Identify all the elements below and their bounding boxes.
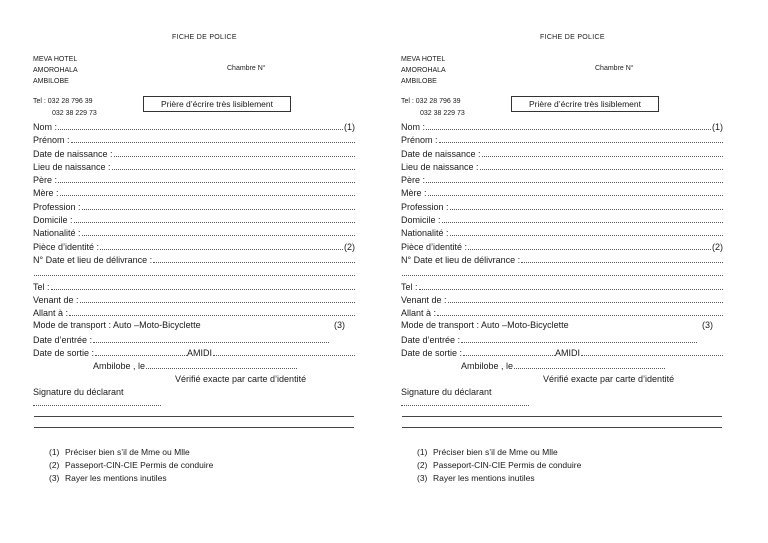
field-label: Ambilobe , le	[461, 361, 514, 372]
divider-line	[402, 427, 722, 428]
field-date-entree[interactable]	[33, 333, 355, 346]
fill-line[interactable]	[58, 120, 343, 130]
field-ambilobe-date[interactable]	[401, 359, 723, 372]
police-form-left	[32, 0, 362, 543]
field-venant[interactable]	[401, 293, 723, 306]
field-label: Mode de transport : Auto –Moto-Bicyclette	[401, 320, 569, 331]
hotel-city: AMBILOBE	[33, 78, 69, 85]
field-nom[interactable]	[33, 120, 355, 133]
field-tel[interactable]	[33, 280, 355, 293]
field-label: N° Date et lieu de délivrance :	[401, 254, 521, 265]
fill-line[interactable]	[114, 147, 355, 157]
field-allant[interactable]	[401, 306, 723, 319]
field-label: Ambilobe , le	[93, 361, 146, 372]
field-label: Date d’entrée :	[401, 334, 461, 345]
form-fields	[33, 120, 355, 399]
field-label: Domicile :	[33, 215, 73, 226]
fill-line[interactable]	[213, 346, 355, 356]
verified-note: Vérifié exacte par carte d’identité	[543, 373, 675, 384]
field-label: Nom :	[401, 122, 426, 132]
signature-label: Signature du déclarant	[33, 386, 124, 397]
field-lieu-naissance[interactable]	[33, 160, 355, 173]
footnotes	[417, 446, 581, 485]
field-label: Père :	[401, 175, 426, 186]
hotel-phone-2: 032 38 229 73	[420, 110, 465, 117]
field-delivrance[interactable]	[401, 253, 723, 266]
field-label: Date d’entrée :	[33, 334, 93, 345]
field-label: Père :	[33, 175, 58, 186]
field-label: Mère :	[33, 188, 59, 199]
fill-line[interactable]	[442, 213, 723, 223]
field-label: Domicile :	[401, 215, 441, 226]
field-suffix: AMIDI	[187, 348, 213, 359]
field-piece-identite[interactable]	[401, 240, 723, 253]
room-number-label: Chambre N°	[595, 65, 634, 72]
field-piece-identite[interactable]	[33, 240, 355, 253]
field-venant[interactable]	[33, 293, 355, 306]
footnote-2: (2) Passeport-CIN-CIE Permis de conduire	[49, 460, 214, 470]
fill-line[interactable]	[112, 160, 355, 170]
field-label: Date de naissance :	[401, 148, 481, 159]
field-profession[interactable]	[33, 200, 355, 213]
hotel-city: AMBILOBE	[401, 78, 437, 85]
fill-line[interactable]	[448, 293, 723, 303]
fill-line[interactable]	[71, 133, 355, 143]
field-label: Prénom :	[401, 135, 438, 146]
fill-line[interactable]	[521, 253, 723, 263]
fill-line[interactable]	[419, 280, 723, 290]
footnote-1: (1) Préciser bien s’il de Mme ou Mlle	[49, 447, 190, 457]
verified-note: Vérifié exacte par carte d’identité	[175, 373, 307, 384]
signature-line[interactable]	[401, 404, 529, 406]
field-label: Pièce d’identité :	[401, 241, 468, 252]
footnote-3: (3) Rayer les mentions inutiles	[49, 473, 167, 483]
field-date-sortie[interactable]	[401, 346, 723, 359]
fill-line[interactable]	[146, 359, 297, 369]
fill-line[interactable]	[34, 266, 355, 276]
field-label: Pièce d’identité :	[33, 241, 100, 252]
field-label: Venant de :	[401, 294, 447, 305]
fill-line[interactable]	[82, 200, 355, 210]
footnotes	[49, 446, 213, 485]
fill-line[interactable]	[437, 306, 723, 316]
fill-line[interactable]	[51, 280, 355, 290]
field-label: Mère :	[401, 188, 427, 199]
field-mere[interactable]	[33, 186, 355, 199]
field-prenom[interactable]	[401, 133, 723, 146]
field-nationalite[interactable]	[33, 226, 355, 239]
hotel-area: AMOROHALA	[33, 67, 78, 74]
field-label: Date de sortie :	[401, 348, 463, 359]
fill-line[interactable]	[468, 240, 711, 250]
form-fields	[401, 120, 723, 399]
field-date-naissance[interactable]	[401, 147, 723, 160]
field-domicile[interactable]	[33, 213, 355, 226]
fill-line[interactable]	[514, 359, 665, 369]
field-label: Nom :	[33, 122, 58, 132]
field-label: Allant à :	[33, 308, 69, 319]
fill-line[interactable]	[402, 266, 723, 276]
field-label: Nationalité :	[33, 228, 81, 239]
fill-line[interactable]	[426, 173, 723, 183]
footnote-3: (3) Rayer les mentions inutiles	[417, 473, 535, 483]
field-transport[interactable]	[33, 319, 355, 332]
divider-line	[402, 416, 722, 417]
field-label: Nationalité :	[401, 228, 449, 239]
field-label: Profession :	[401, 201, 449, 212]
fill-line[interactable]	[95, 346, 187, 356]
field-label: Date de naissance :	[33, 148, 113, 159]
fill-line[interactable]	[80, 293, 355, 303]
fill-line[interactable]	[82, 226, 355, 236]
field-note-ref: (3)	[702, 320, 713, 331]
field-delivrance[interactable]	[33, 253, 355, 266]
field-label: Lieu de naissance :	[33, 161, 111, 172]
field-allant[interactable]	[33, 306, 355, 319]
field-label: Tel :	[33, 281, 50, 292]
hotel-phone-1: Tel : 032 28 796 39	[33, 98, 93, 105]
footnote-2: (2) Passeport-CIN-CIE Permis de conduire	[417, 460, 582, 470]
divider-line	[34, 427, 354, 428]
field-date-naissance[interactable]	[33, 147, 355, 160]
field-lieu-naissance[interactable]	[401, 160, 723, 173]
field-note-ref: (1)	[712, 122, 723, 132]
field-label: Profession :	[33, 201, 81, 212]
field-label: Lieu de naissance :	[401, 161, 479, 172]
divider-line	[34, 416, 354, 417]
field-date-entree[interactable]	[401, 333, 723, 346]
signature-label: Signature du déclarant	[401, 386, 492, 397]
field-label: Date de sortie :	[33, 348, 95, 359]
fill-line[interactable]	[74, 213, 355, 223]
field-pere[interactable]	[401, 173, 723, 186]
field-ambilobe-date[interactable]	[33, 359, 355, 372]
field-pere[interactable]	[33, 173, 355, 186]
footnote-1: (1) Préciser bien s’il de Mme ou Mlle	[417, 447, 558, 457]
field-tel[interactable]	[401, 280, 723, 293]
fill-line[interactable]	[58, 173, 355, 183]
fill-line[interactable]	[153, 253, 355, 263]
hotel-area: AMOROHALA	[401, 67, 446, 74]
field-delivrance-cont[interactable]	[401, 266, 723, 279]
field-note-ref: (1)	[344, 122, 355, 132]
field-date-sortie[interactable]	[33, 346, 355, 359]
form-title: FICHE DE POLICE	[540, 34, 605, 41]
fill-line[interactable]	[463, 346, 555, 356]
field-label: Mode de transport : Auto –Moto-Bicyclette	[33, 320, 201, 331]
hotel-name: MEVA HOTEL	[401, 56, 446, 63]
field-label: Allant à :	[401, 308, 437, 319]
fill-line[interactable]	[100, 240, 343, 250]
field-label: Tel :	[401, 281, 418, 292]
fill-line[interactable]	[480, 160, 723, 170]
signature-line[interactable]	[33, 404, 161, 406]
field-prenom[interactable]	[33, 133, 355, 146]
field-profession[interactable]	[401, 200, 723, 213]
fill-line[interactable]	[450, 200, 723, 210]
field-label: N° Date et lieu de délivrance :	[33, 254, 153, 265]
field-note-ref: (2)	[712, 241, 723, 252]
field-delivrance-cont[interactable]	[33, 266, 355, 279]
field-transport[interactable]	[401, 319, 723, 332]
fill-line[interactable]	[439, 133, 723, 143]
hotel-name: MEVA HOTEL	[33, 56, 78, 63]
field-nationalite[interactable]	[401, 226, 723, 239]
fill-line[interactable]	[69, 306, 355, 316]
form-title: FICHE DE POLICE	[172, 34, 237, 41]
field-mere[interactable]	[401, 186, 723, 199]
hotel-phone-2: 032 38 229 73	[52, 110, 97, 117]
fill-line[interactable]	[60, 186, 355, 196]
fill-line[interactable]	[426, 120, 711, 130]
field-note-ref: (2)	[344, 241, 355, 252]
field-suffix: AMIDI	[555, 348, 581, 359]
field-label: Prénom :	[33, 135, 70, 146]
fill-line[interactable]	[482, 147, 723, 157]
fill-line[interactable]	[581, 346, 723, 356]
hotel-phone-1: Tel : 032 28 796 39	[401, 98, 461, 105]
room-number-label: Chambre N°	[227, 65, 266, 72]
police-form-right	[400, 0, 730, 543]
fill-line[interactable]	[461, 333, 697, 343]
fill-line[interactable]	[428, 186, 723, 196]
field-label: Venant de :	[33, 294, 79, 305]
notice-box: Prière d’écrire très lisiblement	[143, 96, 291, 112]
field-domicile[interactable]	[401, 213, 723, 226]
fill-line[interactable]	[93, 333, 329, 343]
field-note-ref: (3)	[334, 320, 345, 331]
fill-line[interactable]	[450, 226, 723, 236]
notice-box: Prière d’écrire très lisiblement	[511, 96, 659, 112]
field-nom[interactable]	[401, 120, 723, 133]
